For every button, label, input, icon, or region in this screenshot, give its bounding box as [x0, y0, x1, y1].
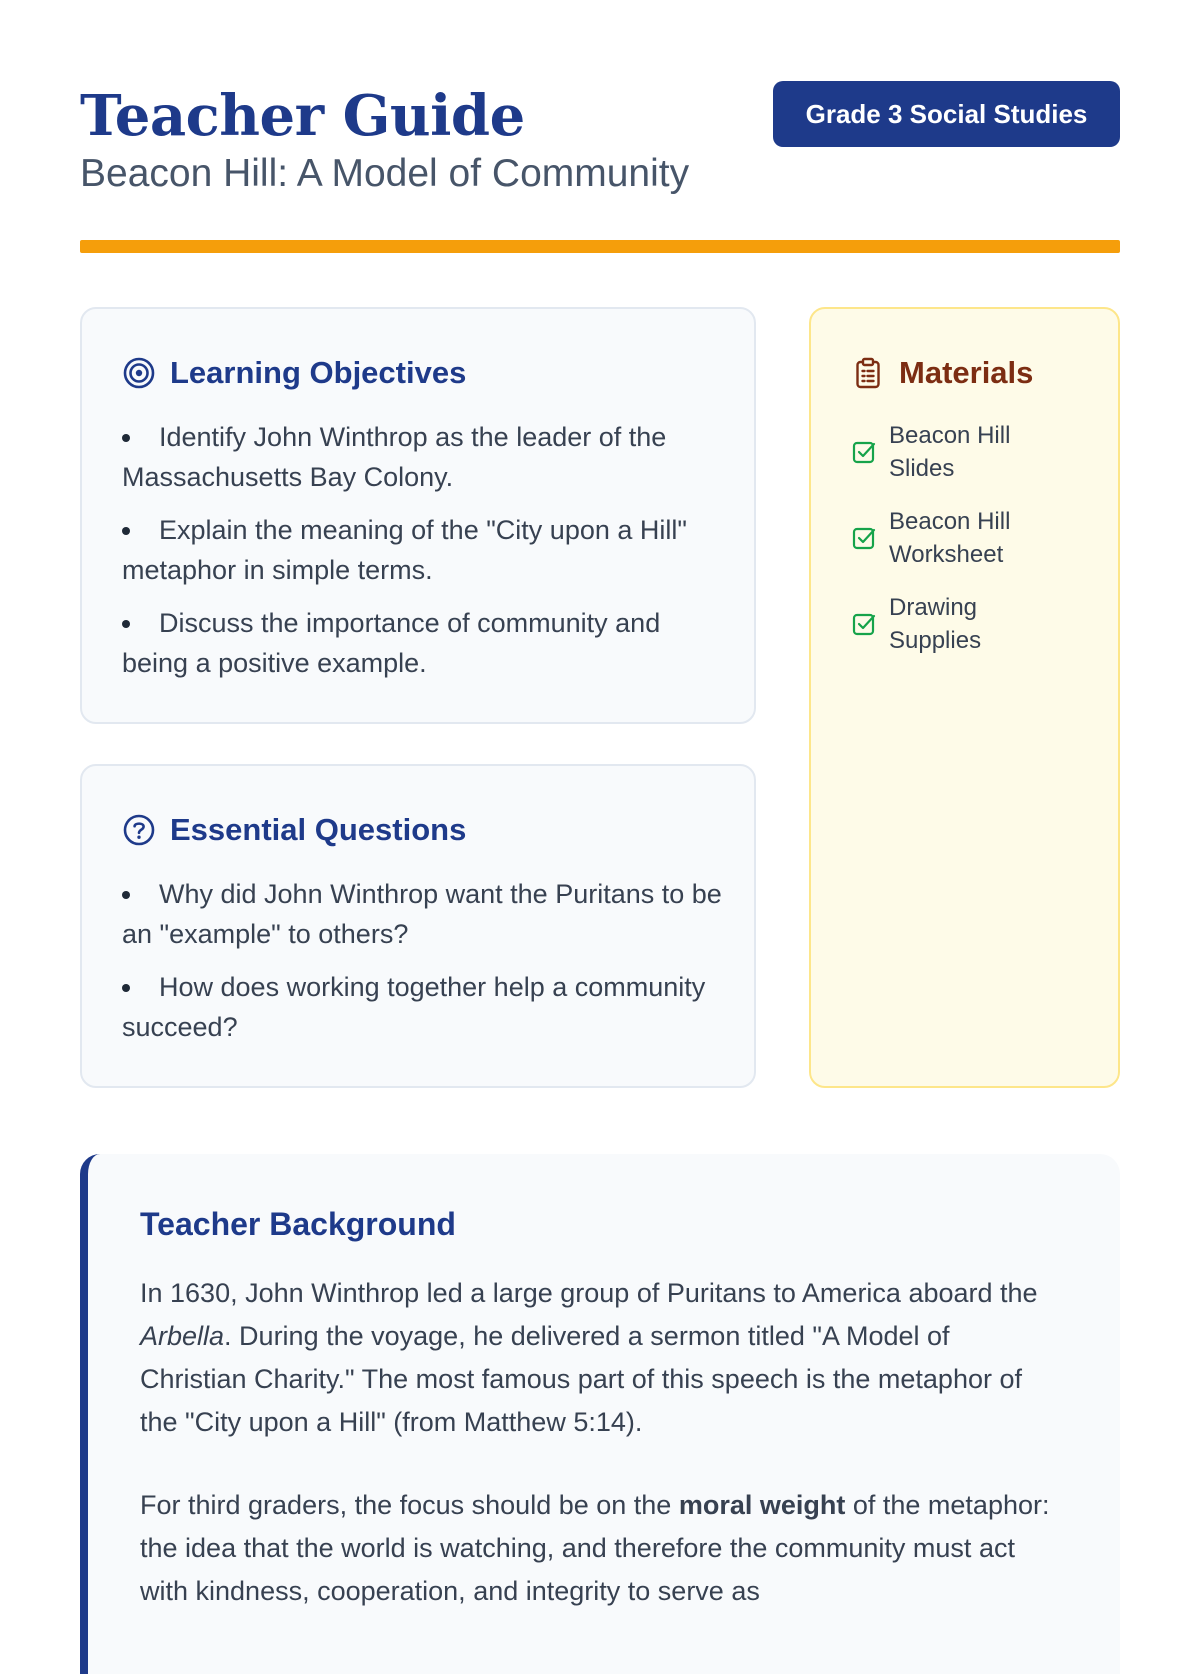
checkbox-checked-icon: [851, 611, 877, 637]
learning-objectives-header: [122, 353, 466, 393]
essential-questions-list: [122, 874, 722, 1060]
checkbox-checked-icon: [851, 525, 877, 551]
grade-badge: Grade 3 Social Studies: [773, 81, 1120, 147]
teacher-background-section: [80, 1154, 1120, 1674]
question-circle-icon: [122, 813, 156, 847]
materials-item-label: Beacon Hill Worksheet: [889, 508, 1011, 568]
background-paragraph: [140, 1272, 1060, 1444]
materials-title: Materials: [899, 355, 1034, 390]
materials-card: [809, 307, 1120, 1088]
ship-name: Arbella: [140, 1321, 225, 1351]
teacher-background-title: Teacher Background: [140, 1206, 456, 1242]
list-item: [851, 591, 1091, 657]
background-text: In 1630, John Winthrop led a large group of Puritans to America aboard the: [140, 1278, 1038, 1308]
learning-objectives-card: [80, 307, 756, 724]
essential-questions-header: [122, 810, 466, 850]
list-item: Why did John Winthrop want the Puritans to be an "example" to others?: [122, 874, 722, 954]
emphasis-text: moral weight: [678, 1490, 846, 1520]
materials-list: [851, 419, 1091, 677]
background-paragraph: [140, 1484, 1060, 1613]
target-icon: [122, 356, 156, 390]
materials-item-label: Drawing Supplies: [889, 594, 982, 654]
checkbox-checked-icon: [851, 439, 877, 465]
list-item: [851, 505, 1091, 571]
learning-objectives-title: Learning Objectives: [170, 355, 467, 390]
list-item: Explain the meaning of the "City upon a Hill" metaphor in simple terms.: [122, 510, 722, 590]
list-item: Identify John Winthrop as the leader of the Massachusetts Bay Colony.: [122, 417, 722, 497]
background-text: . During the voyage, he delivered a sermon titled "A Model of Christian Charity." The most famous part of this speech is the metaphor of the "City upon a Hill" (from Matthew 5:14).: [140, 1321, 1022, 1437]
list-item: [851, 419, 1091, 485]
clipboard-icon: [851, 356, 885, 390]
materials-item-label: Beacon Hill Slides: [889, 422, 1011, 482]
learning-objectives-list: [122, 417, 722, 696]
page-subtitle: Beacon Hill: A Model of Community: [80, 152, 690, 195]
page-title: Teacher Guide: [80, 83, 525, 149]
list-item: How does working together help a community succeed?: [122, 967, 722, 1047]
essential-questions-title: Essential Questions: [170, 812, 467, 847]
materials-header: [851, 353, 1033, 393]
list-item: Discuss the importance of community and being a positive example.: [122, 603, 722, 683]
background-text: of the metaphor: the idea that the world is watching, and therefore the community must act with kindness, cooperation, and integrity to serve as: [140, 1490, 1050, 1606]
background-text: For third graders, the focus should be on the: [140, 1490, 679, 1520]
essential-questions-card: [80, 764, 756, 1088]
header-divider: [80, 240, 1120, 253]
